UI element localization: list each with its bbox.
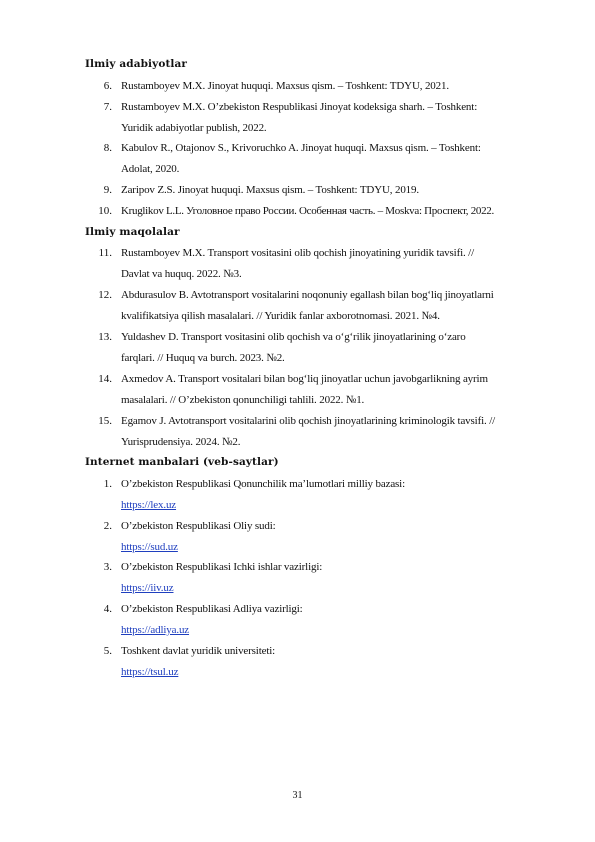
list-item-line: Kruglikov L.L. Уголовное право России. Особенная часть. – Moskva: Проспект, 2022. xyxy=(121,205,494,217)
list-item-line: Toshkent davlat yuridik universiteti: xyxy=(121,645,276,657)
list-item-line: O’zbekiston Respublikasi Ichki ishlar vazirligi: xyxy=(121,561,323,573)
list-item-line: Adolat, 2020. xyxy=(121,163,180,175)
list-item-number: 12. xyxy=(98,289,112,301)
list-item-line: Yurisprudensiya. 2024. №2. xyxy=(121,436,241,448)
list-item-number: 4. xyxy=(103,603,112,615)
list-item-line: Abdurasulov B. Avtotransport vositalarini noqonuniy egallash bilan bog‘liq jinoyatlarni xyxy=(121,289,494,301)
website-link-iiv[interactable]: https://iiv.uz xyxy=(121,582,174,594)
list-item-line: Rustamboyev M.X. Transport vositasini olib qochish jinoyatining yuridik tavsifi. // xyxy=(121,247,474,259)
list-item-number: 6. xyxy=(103,80,112,92)
list-item-number: 10. xyxy=(98,205,112,217)
list-item-line: Egamov J. Avtotransport vositalarini olib qochish jinoyatlarining kriminologik tavsifi. // xyxy=(121,415,496,427)
website-link-lex[interactable]: https://lex.uz xyxy=(121,499,177,511)
list-item-line: Zaripov Z.S. Jinoyat huquqi. Maxsus qism. – Toshkent: TDYU, 2019. xyxy=(121,184,419,196)
list-item-number: 5. xyxy=(103,645,112,657)
list-item-line: Yuridik adabiyotlar publish, 2022. xyxy=(121,122,267,134)
list-item-number: 1. xyxy=(103,478,112,490)
section-heading-articles: Ilmiy maqolalar xyxy=(85,226,180,238)
website-link-sud[interactable]: https://sud.uz xyxy=(121,541,178,553)
website-link-tsul[interactable]: https://tsul.uz xyxy=(121,666,179,678)
list-item-line: farqlari. // Huquq va burch. 2023. №2. xyxy=(121,352,285,364)
list-item-line: masalalari. // O’zbekiston qonunchiligi tahlili. 2022. №1. xyxy=(121,394,365,406)
list-item-line: Rustamboyev M.X. Jinoyat huquqi. Maxsus qism. – Toshkent: TDYU, 2021. xyxy=(121,80,449,92)
list-item-line: O’zbekiston Respublikasi Adliya vazirligi: xyxy=(121,603,303,615)
list-item-line: Rustamboyev M.X. O’zbekiston Respublikasi Jinoyat kodeksiga sharh. – Toshkent: xyxy=(121,101,478,113)
list-item-line: Davlat va huquq. 2022. №3. xyxy=(121,268,242,280)
list-item-number: 15. xyxy=(98,415,112,427)
list-item-number: 2. xyxy=(103,520,112,532)
list-item-line: O’zbekiston Respublikasi Qonunchilik ma’lumotlari milliy bazasi: xyxy=(121,478,405,490)
website-link-adliya[interactable]: https://adliya.uz xyxy=(121,624,190,636)
list-item-number: 3. xyxy=(103,561,112,573)
list-item-line: Axmedov A. Transport vositalari bilan bog‘liq jinoyatlar uchun javobgarlikning ayrim xyxy=(121,373,488,385)
list-item-line: Yuldashev D. Transport vositasini olib qochish va o‘g‘rilik jinoyatlarining o‘zaro xyxy=(121,331,466,343)
list-item-line: O’zbekiston Respublikasi Oliy sudi: xyxy=(121,520,276,532)
section-heading-internet: Internet manbalari (veb-saytlar) xyxy=(85,456,279,468)
section-heading-literature: Ilmiy adabiyotlar xyxy=(85,58,188,70)
list-item-number: 9. xyxy=(103,184,112,196)
list-item-line: Kabulov R., Otajonov S., Krivoruchko A. Jinoyat huquqi. Maxsus qism. – Toshkent: xyxy=(121,142,481,154)
list-item-number: 14. xyxy=(98,373,112,385)
list-item-number: 11. xyxy=(98,247,112,259)
list-item-line: kvalifikatsiya qilish masalalari. // Yuridik fanlar axborotnomasi. 2021. №4. xyxy=(121,310,440,322)
page-number: 31 xyxy=(292,790,303,801)
list-item-number: 8. xyxy=(103,142,112,154)
list-item-number: 13. xyxy=(98,331,112,343)
list-item-number: 7. xyxy=(103,101,112,113)
